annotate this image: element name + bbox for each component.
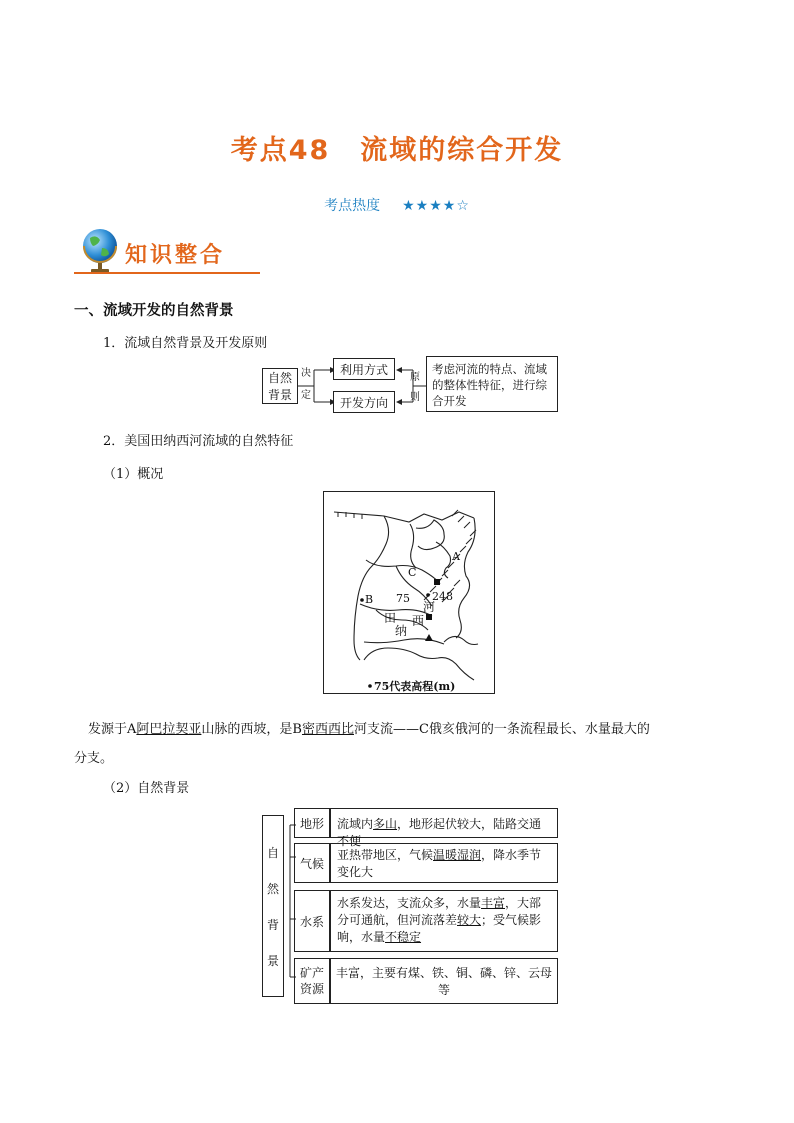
arrow-label-decide: 决定 — [301, 368, 311, 401]
map-label-c: C — [408, 566, 417, 579]
item-heading: 2．美国田纳西河流域的自然特征 — [103, 434, 294, 449]
heat-rating — [0, 195, 794, 215]
sub-heading: （2）自然背景 — [103, 781, 190, 796]
row-value-minerals: 丰富，主要有煤、铁、铜、磷、锌、云母等 — [330, 958, 558, 1004]
diagram-development-direction: 开发方向 — [333, 391, 395, 413]
map-label-a: A — [452, 550, 460, 563]
row-value-terrain: 流域内多山，地形起伏较大，陆路交通不便 — [330, 808, 558, 838]
row-key-water-system: 水系 — [294, 890, 330, 952]
item-heading: 1．流域自然背景及开发原则 — [103, 336, 268, 351]
heat-stars: ★★★★☆ — [402, 198, 470, 214]
globe-icon — [78, 226, 122, 276]
map-label-b: B — [365, 593, 374, 606]
heat-label: 考点热度 — [324, 198, 381, 214]
section-heading: 一、流域开发的自然背景 — [74, 303, 234, 319]
diagram-usage-mode: 利用方式 — [333, 358, 395, 380]
diagram-principle-text: 考虑河流的特点、流域的整体性特征，进行综合开发 — [426, 356, 558, 412]
table-side-label: 自 然 背 景 — [262, 815, 284, 997]
row-key-climate: 气候 — [294, 843, 330, 883]
row-value-climate: 亚热带地区，气候温暖湿润，降水季节变化大 — [330, 843, 558, 883]
map-river-char: 西 — [412, 614, 425, 628]
page-title: 考点48 流域的综合开发 — [230, 135, 564, 166]
row-key-minerals: 矿产资源 — [294, 958, 330, 1004]
banner-underline — [74, 272, 260, 274]
map-river-char: 河 — [423, 600, 436, 614]
map-river-char: 纳 — [395, 624, 408, 638]
arrow-label-principle: 原则 — [410, 372, 420, 403]
diagram-natural-background: 自然背景 — [262, 368, 298, 404]
map-legend: 75代表高程(m) — [374, 680, 456, 693]
map-elevation-248: 248 — [432, 590, 453, 603]
map-elevation-75: 75 — [396, 592, 410, 605]
section-banner: 知识整合 — [125, 243, 226, 268]
map-river-char: 田 — [384, 611, 397, 625]
row-key-terrain: 地形 — [294, 808, 330, 838]
sub-heading: （1）概况 — [103, 467, 164, 482]
tennessee-river-map — [323, 491, 495, 694]
overview-paragraph: 发源于A阿巴拉契亚山脉的西坡，是B密西西比河支流——C俄亥俄河的一条流程最长、水量最大的 分支。 — [74, 722, 650, 766]
row-value-water-system: 水系发达，支流众多，水量丰富，大部分可通航，但河流落差较大；受气候影响，水量不稳定 — [330, 890, 558, 952]
